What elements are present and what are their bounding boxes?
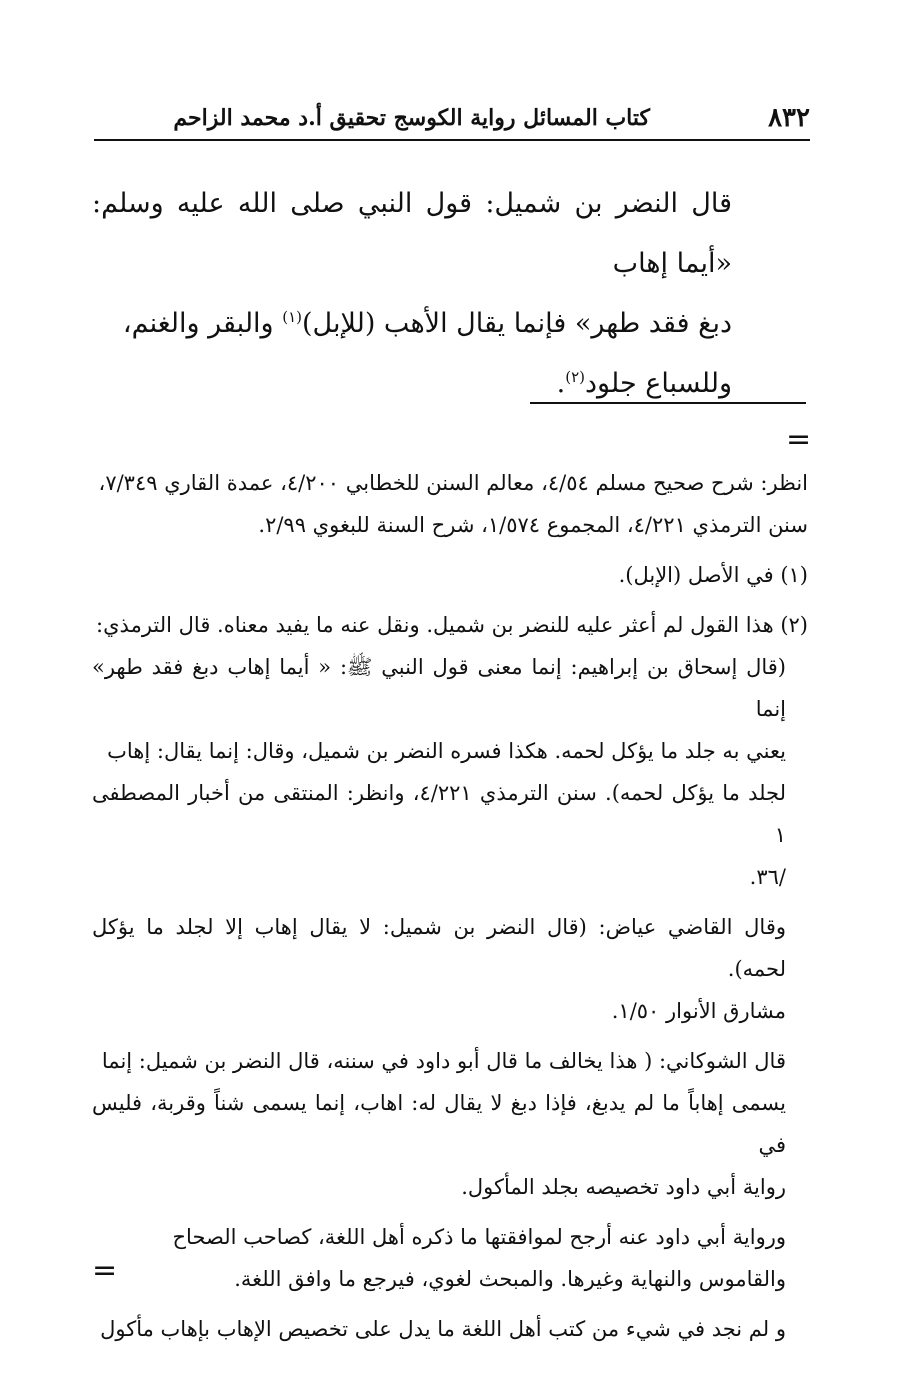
footnote-ref-2: (٢) [565, 368, 586, 386]
footnote-2-line: ورواية أبي داود عنه أرجح لموافقتها ما ذكره أهل اللغة، كصاحب الصحاح [172, 1225, 786, 1249]
footnote-2-line: (٢) هذا القول لم أعثر عليه للنضر بن شميل. ونقل عنه ما يفيد معناه. قال الترمذي: [96, 613, 808, 637]
main-line: وللسباع جلود$^{(٢)}$. [556, 368, 732, 399]
footnote-2-line: رواية أبي داود تخصيصه بجلد المأكول. [461, 1175, 786, 1199]
footnote-2-line: /٣٦. [749, 865, 786, 889]
footnote-2-line: (قال إسحاق بن إبراهيم: إنما معنى قول النبي ﷺ: « أيما إهاب دبغ فقد طهر» إنما [92, 655, 786, 721]
footnote-ref-1: (١) [282, 308, 302, 326]
footnote-2-line: يسمى إهاباً ما لم يدبغ، فإذا دبغ لا يقال له: اهاب، إنما يسمى شناً وقربة، فليس في [92, 1091, 786, 1157]
header-rule [94, 139, 810, 141]
page-number: ٨٣٢ [768, 103, 810, 133]
footnote-2-line: لجلد ما يؤكل لحمه). سنن الترمذي ٤/٢٢١، وانظر: المنتقى من أخبار المصطفى ١ [92, 781, 787, 847]
footnote-2-line: والقاموس والنهاية وغيرها. والمبحث لغوي، فيرجع ما وافق اللغة. [234, 1267, 786, 1291]
footnote-separator [530, 402, 806, 404]
continuation-mark-bottom: = [92, 1253, 118, 1288]
main-text [92, 174, 732, 414]
main-line: دبغ فقد طهر» فإنما يقال الأهب (للإبل)$^{(١)}$ والبقر والغنم، [122, 308, 732, 339]
footnote-2-line: يعني به جلد ما يؤكل لحمه. هكذا فسره النضر بن شميل، وقال: إنما يقال: إهاب [107, 739, 786, 763]
footnote-2-line: مشارق الأنوار ١/٥٠. [611, 999, 786, 1023]
footnote-2-line: و لم نجد في شيء من كتب أهل اللغة ما يدل على تخصيص الإهاب بإهاب مأكول [100, 1317, 786, 1341]
continuation-mark-top: = [786, 422, 812, 457]
footnote-continued-line: انظر: شرح صحيح مسلم ٤/٥٤، معالم السنن للخطابي ٤/٢٠٠، عمدة القاري ٧/٣٤٩، [98, 471, 808, 495]
main-line: قال النضر بن شميل: قول النبي صلى الله عليه وسلم: «أيما إهاب [92, 188, 732, 279]
footnote-2-line: قال الشوكاني: ( هذا يخالف ما قال أبو داود في سننه، قال النضر بن شميل: إنما [101, 1049, 786, 1073]
running-title: كتاب المسائل رواية الكوسج تحقيق أ.د محمد الزاحم [173, 105, 650, 131]
footnote-1: (١) في الأصل (الإبل). [618, 563, 808, 587]
footnote-2-line: وقال القاضي عياض: (قال النضر بن شميل: لا يقال إهاب إلا لجلد ما يؤكل لحمه). [92, 915, 786, 981]
footnote-continued-line: سنن الترمذي ٤/٢٢١، المجموع ١/٥٧٤، شرح السنة للبغوي ٢/٩٩. [258, 513, 808, 537]
footnotes [92, 462, 808, 1350]
page-header [94, 98, 810, 138]
